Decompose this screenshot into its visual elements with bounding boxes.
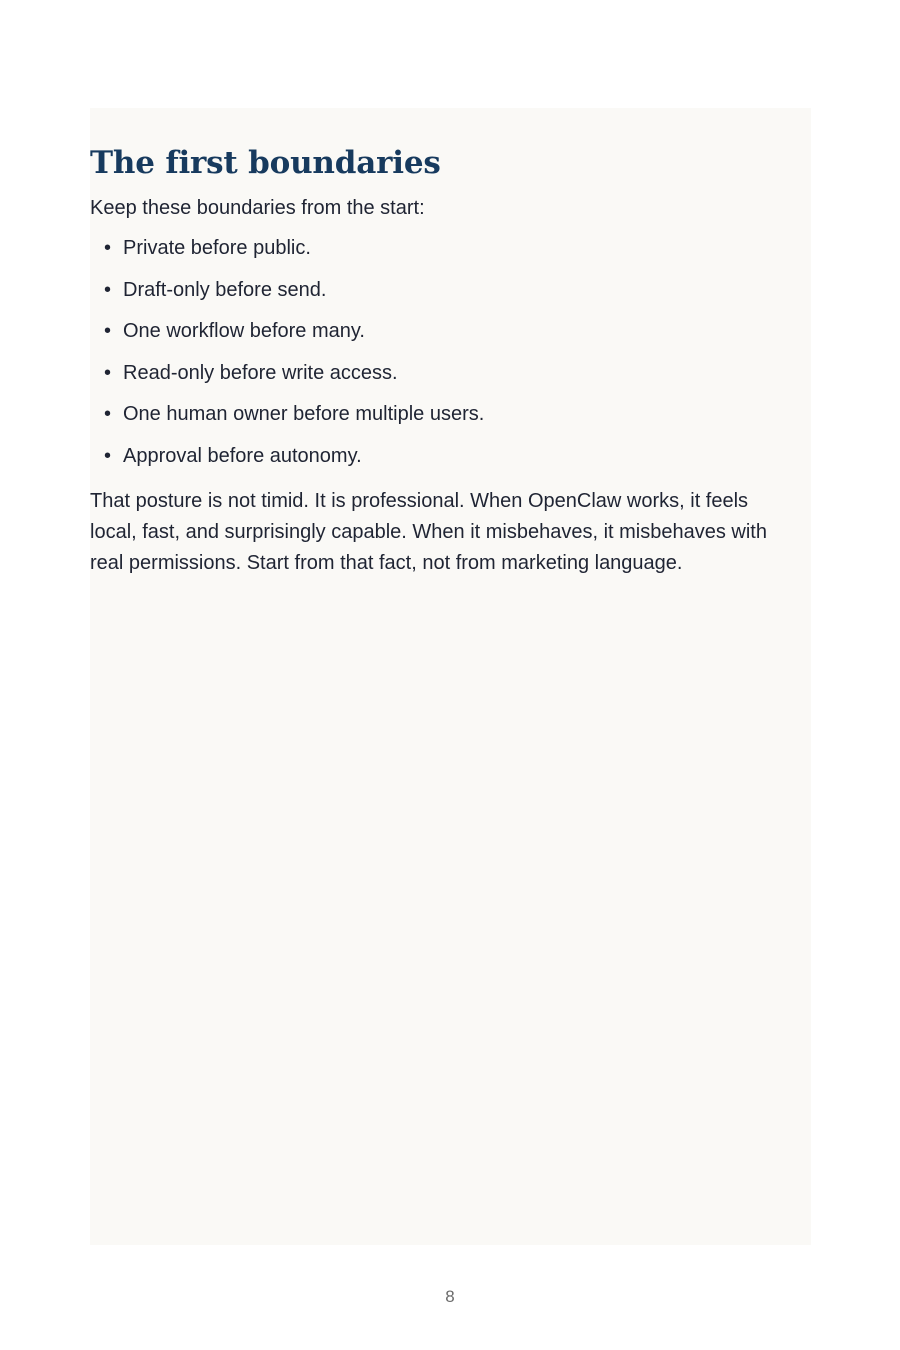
bullet-marker: • (104, 278, 112, 301)
page-content (90, 108, 800, 579)
boundaries-list (90, 235, 800, 469)
list-item-text: Approval before autonomy. (123, 444, 362, 467)
page-number: 8 (445, 1287, 455, 1306)
list-item-text: One workflow before many. (123, 320, 365, 342)
list-item (104, 277, 800, 303)
list-item-text: Read-only before write access. (123, 361, 398, 384)
list-item (104, 360, 800, 386)
intro-text: Keep these boundaries from the start: (90, 197, 425, 219)
bullet-marker: • (104, 361, 112, 384)
list-item-text: Draft-only before send. (123, 278, 327, 301)
body-paragraph: That posture is not timid. It is professional. When OpenClaw works, it feels local, fast, and surprisingly capable. When it misbehaves, it misbehaves with real permissions. Start from that fact, not from marketing language. (90, 489, 767, 574)
list-item (104, 443, 800, 469)
bullet-marker: • (104, 237, 112, 259)
list-item-text: Private before public. (123, 237, 311, 259)
list-item (104, 235, 800, 261)
bullet-marker: • (104, 444, 112, 467)
list-item (104, 318, 800, 344)
section-title: The first boundaries (90, 145, 441, 181)
list-item (104, 401, 800, 427)
list-item-text: One human owner before multiple users. (123, 403, 485, 425)
bullet-marker: • (104, 320, 112, 342)
bullet-marker: • (104, 403, 112, 425)
